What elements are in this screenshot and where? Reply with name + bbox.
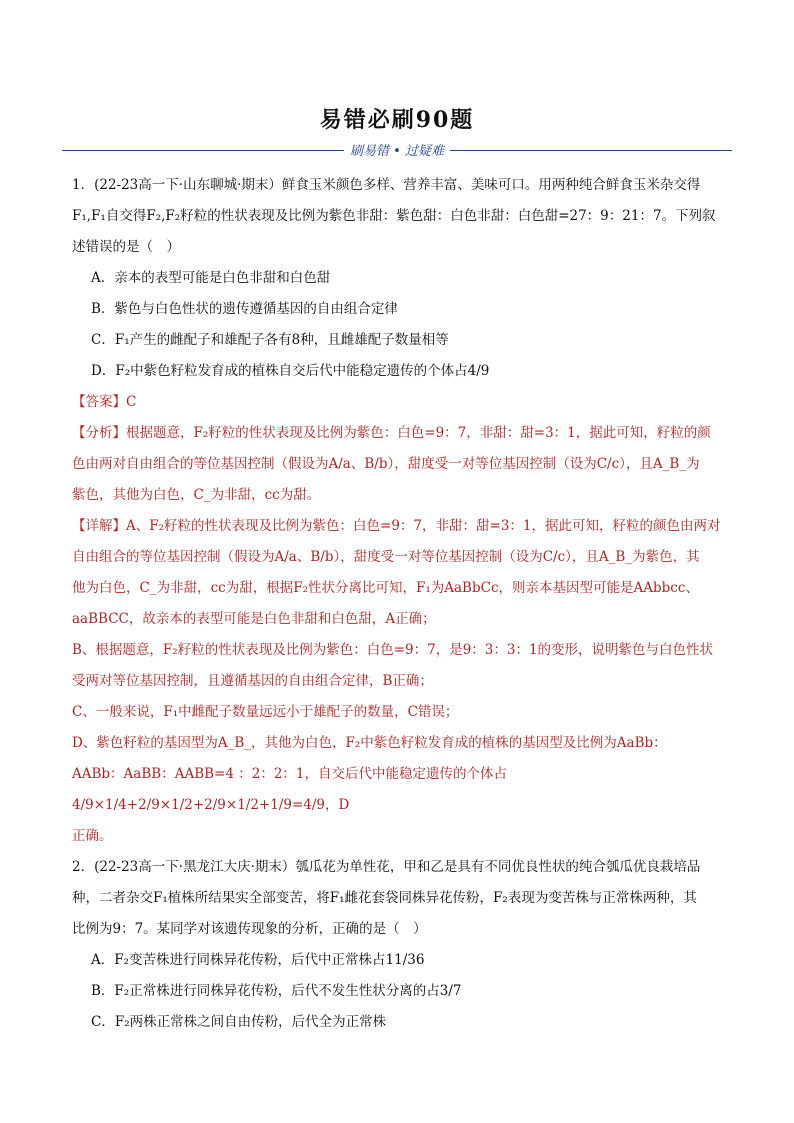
- q1-detail-c-line: C、一般来说，F₁中雌配子数量远远小于雄配子的数量，C错误；: [72, 704, 459, 720]
- q1-analysis: [72, 418, 726, 449]
- q2-stem-line: 种，二者杂交F₁植株所结果实全部变苦，将F₁雌花套袋同株异花传粉，F₂表现为变苦株与正常株两种，其: [72, 890, 697, 906]
- q1-detail-line: aaBBCC，故亲本的表型可能是白色非甜和白色甜，A正确；: [72, 611, 436, 627]
- q2-option-b: B．F₂正常株进行同株异花传粉，后代不发生性状分离的占3/7: [91, 983, 462, 999]
- q1-detail-line: 他为白色，C_为非甜，cc为甜，根据F₂性状分离比可知，F₁为AaBbCc，则亲本基因型可能是AAbbcc、: [72, 580, 699, 596]
- page-title: 易错必刷90题: [319, 107, 475, 133]
- q1-stem-line: 1．(22-23高一下·山东聊城·期末）鲜食玉米颜色多样、营养丰富、美味可口。用两种纯合鲜食玉米杂交得: [72, 177, 701, 193]
- q2-option-c: C．F₂两株正常株之间自由传粉，后代全为正常株: [91, 1014, 387, 1030]
- q1-detail-d-line: 正确。: [72, 828, 113, 844]
- q1-option-b: B．紫色与白色性状的遗传遵循基因的自由组合定律: [91, 301, 398, 317]
- q1-detail-b-line: B、根据题意，F₂籽粒的性状表现及比例为紫色：白色=9：7，是9：3：3：1的变形，说明紫色与白色性状: [72, 642, 714, 658]
- subtitle-row: [0, 140, 794, 159]
- q1-analysis-line: 色由两对自由组合的等位基因控制（假设为A/a、B/b），甜度受一对等位基因控制（设为C/c），且A_B_为: [72, 456, 700, 472]
- q1-detail-b-line: 受两对等位基因控制，且遵循基因的自由组合定律，B正确；: [72, 673, 433, 689]
- q1-option-a: A．亲本的表型可能是白色非甜和白色甜: [91, 270, 331, 286]
- page-subtitle: 刷易错 • 过疑难: [344, 144, 450, 159]
- q1-analysis-line: 紫色，其他为白色，C_为非甜，cc为甜。: [72, 487, 321, 503]
- question-1: [72, 170, 726, 852]
- detail-text: A、F₂籽粒的性状表现及比例为紫色：白色=9：7，非甜：甜=3：1，据此可知，籽粒的颜色由两对: [126, 518, 721, 534]
- analysis-tag: 【分析】: [72, 425, 126, 441]
- q1-option-c: C．F₁产生的雌配子和雄配子各有8种，且雌雄配子数量相等: [91, 332, 449, 348]
- q2-stem-line: 2．(22-23高一下·黑龙江大庆·期末）瓠瓜花为单性花，甲和乙是具有不同优良性状的纯合瓠瓜优良栽培品: [72, 859, 701, 875]
- q1-stem-line: 述错误的是（ ）: [72, 239, 180, 255]
- q1-detail-d-line: D、紫色籽粒的基因型为A_B_，其他为白色，F₂中紫色籽粒发育成的植株的基因型及比例为AaBb：: [72, 735, 667, 751]
- analysis-text: 根据题意，F₂籽粒的性状表现及比例为紫色：白色=9：7，非甜：甜=3：1，据此可知，籽粒的颜: [126, 425, 711, 441]
- q1-option-d: D．F₂中紫色籽粒发育成的植株自交后代中能稳定遗传的个体占4/9: [91, 363, 490, 379]
- q1-stem-line: F₁,F₁自交得F₂,F₂籽粒的性状表现及比例为紫色非甜：紫色甜：白色非甜：白色甜=27：9：21：7。下列叙: [72, 208, 716, 224]
- answer-value: C: [126, 394, 137, 410]
- q1-detail: [72, 511, 726, 542]
- detail-tag: 【详解】: [72, 518, 126, 534]
- answer-tag: 【答案】: [72, 394, 126, 410]
- q1-detail-d-line: AABb：AaBB：AABB=4 ：2：2：1，自交后代中能稳定遗传的个体占4/9×1/4+2/9×1/2+2/9×1/2+1/9=4/9，D: [72, 766, 507, 813]
- q2-option-a: A．F₂变苦株进行同株异花传粉，后代中正常株占11/36: [91, 952, 425, 968]
- question-2: [72, 852, 726, 1038]
- q1-detail-line: 自由组合的等位基因控制（假设为A/a、B/b），甜度受一对等位基因控制（设为C/c），且A_B_为紫色，其: [72, 549, 700, 565]
- document-body: [72, 170, 726, 1038]
- q1-answer: [72, 387, 726, 418]
- q2-stem-line: 比例为9：7。某同学对该遗传现象的分析，正确的是（ ）: [72, 921, 427, 937]
